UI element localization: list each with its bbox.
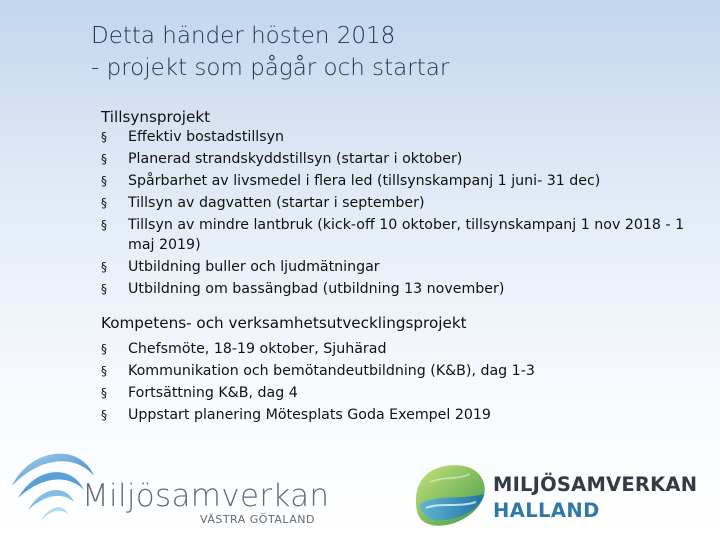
list-item-text: Kommunikation och bemötandeutbildning (K&B), dag 1-3 (128, 363, 535, 379)
bullet-icon: § (101, 260, 107, 274)
miljosamverkan-logo-text: Miljösamverkan (82, 478, 330, 514)
list-item-text: Effektiv bostadstillsyn (128, 129, 284, 145)
bullet-icon: § (101, 152, 107, 166)
list-item (101, 127, 711, 147)
section-heading: Tillsynsprojekt (101, 108, 211, 126)
list-item-text: Planerad strandskyddstillsyn (startar i oktober) (128, 151, 463, 167)
bullet-icon: § (101, 342, 107, 356)
miljosamverkan-halland-logo-text: MILJÖSAMVERKAN (493, 473, 698, 496)
list-item (101, 405, 711, 425)
slide-title-line-2: - projekt som pågår och startar (91, 55, 450, 81)
slide-content (101, 107, 711, 427)
list-item-text: Spårbarhet av livsmedel i flera led (tillsynskampanj 1 juni- 31 dec) (128, 173, 601, 189)
list-item (101, 171, 711, 191)
list-item-text: Uppstart planering Mötesplats Goda Exempel 2019 (128, 407, 491, 423)
bullet-icon: § (101, 282, 107, 296)
list-item (101, 279, 711, 299)
bullet-icon: § (101, 196, 107, 210)
list-item (101, 361, 711, 381)
list-item-text: Tillsyn av mindre lantbruk (kick-off 10 oktober, tillsynskampanj 1 nov 2018 - 1 maj 2019) (128, 217, 685, 253)
list-item-text: Utbildning om bassängbad (utbildning 13 november) (128, 281, 505, 297)
vastra-gotaland-logo-text: VÄSTRA GÖTALAND (200, 513, 315, 526)
slide-title (91, 20, 449, 84)
bullet-list (101, 127, 711, 299)
list-item (101, 383, 711, 403)
list-item (101, 339, 711, 359)
list-item-text: Chefsmöte, 18-19 oktober, Sjuhärad (128, 341, 387, 357)
section-heading: Kompetens- och verksamhetsutvecklingsprojekt (101, 314, 467, 332)
list-item-text: Fortsättning K&B, dag 4 (128, 385, 298, 401)
bullet-icon: § (101, 130, 107, 144)
list-item (101, 215, 711, 255)
halland-logo-text: HALLAND (493, 499, 600, 522)
bullet-icon: § (101, 174, 107, 188)
bullet-icon: § (101, 386, 107, 400)
bullet-list (101, 339, 711, 425)
section-kompetensprojekt (101, 313, 711, 425)
list-item (101, 149, 711, 169)
list-item-text: Utbildning buller och ljudmätningar (128, 259, 380, 275)
section-tillsynsprojekt (101, 107, 711, 299)
list-item (101, 193, 711, 213)
list-item (101, 257, 711, 277)
bullet-icon: § (101, 364, 107, 378)
list-item-text: Tillsyn av dagvatten (startar i september) (128, 195, 425, 211)
bullet-icon: § (101, 408, 107, 422)
bullet-icon: § (101, 218, 107, 232)
slide-title-line-1: Detta händer hösten 2018 (91, 23, 396, 49)
green-blue-landscape-logo-icon (410, 460, 710, 536)
